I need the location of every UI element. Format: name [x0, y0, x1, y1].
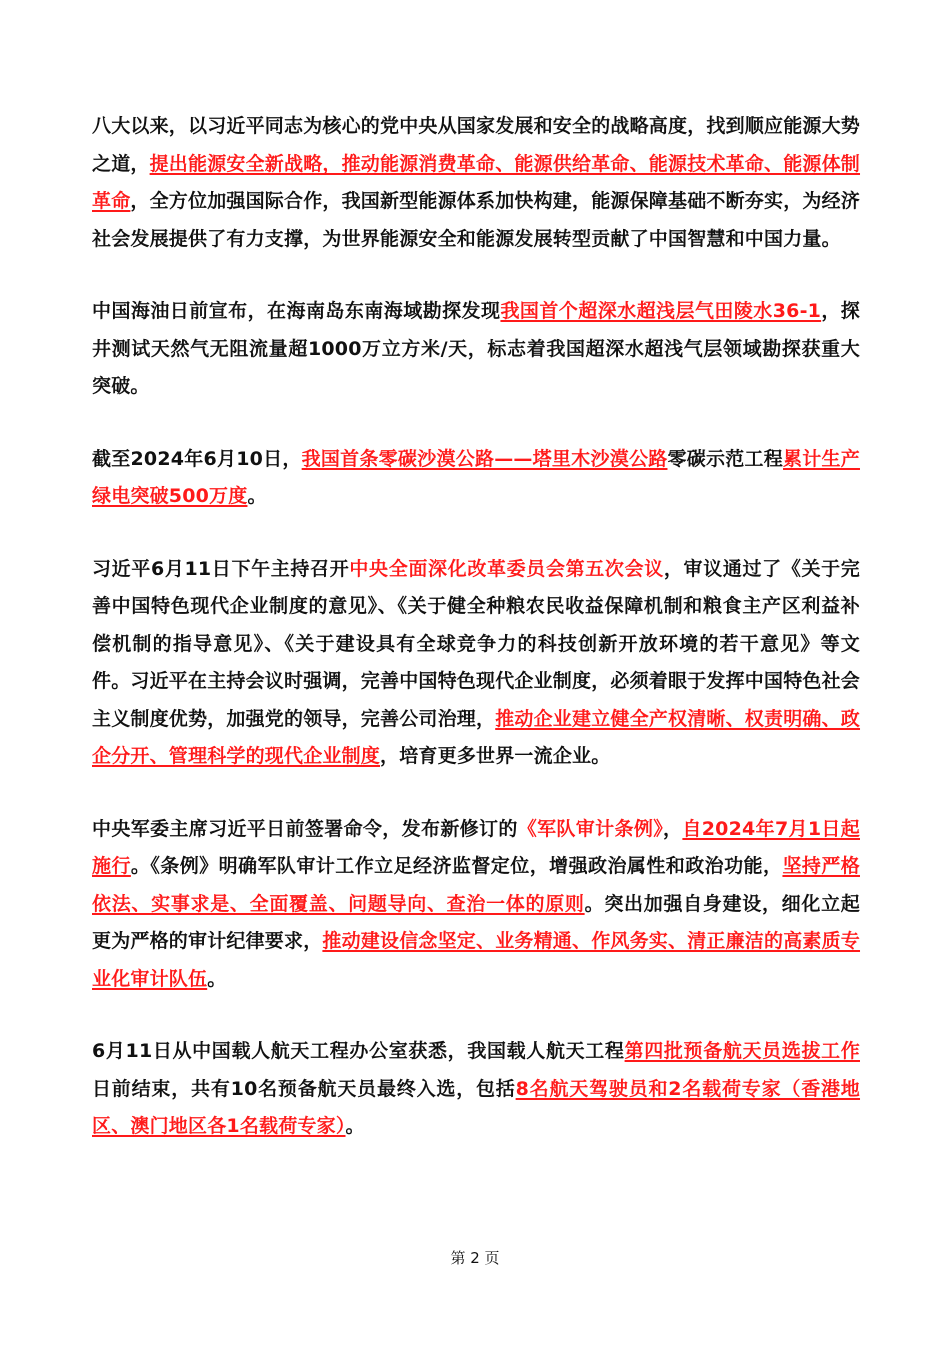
highlighted-underlined-text: 提出能源安全新战略，推动能源消费革命、能源供给革命、能源技术革命、能源体制革命 — [92, 152, 861, 212]
body-text: 中央军委主席习近平日前签署命令，发布新修订的 — [92, 817, 518, 840]
body-text: 。 — [247, 485, 267, 507]
highlighted-underlined-text: 自2024年7月1日起施行 — [92, 817, 860, 877]
body-text: 6月11日从中国载人航天工程办公室获悉，我国载人航天工程 — [92, 1040, 625, 1062]
highlighted-underlined-text: 累计生产绿电突破500万度 — [92, 447, 860, 507]
body-text: ，探井测试天然气无阻流量超1000万立方米/天，标志着我国超深水超浅气层领域勘探获重大突破。 — [92, 300, 861, 397]
page-number: 第 2 页 — [450, 1249, 500, 1267]
body-text: 中国海油日前宣布，在海南岛东南海域勘探发现 — [92, 300, 501, 322]
highlighted-underlined-text: 推动建设信念坚定、业务精通、作风务实、清正廉洁的高素质专业化审计队伍 — [92, 930, 861, 990]
highlighted-underlined-text: 8名航天驾驶员和2名载荷专家（香港地区、澳门地区各1名载荷专家） — [92, 1077, 861, 1137]
document-body — [92, 108, 860, 1146]
highlighted-underlined-text: 第四批预备航天员选拔工作 — [624, 1040, 860, 1062]
body-text: 。突出加强自身建设，细化立起更为严格的审计纪律要求， — [92, 892, 860, 952]
highlighted-text: 《军队审计条例》 — [517, 817, 664, 840]
highlighted-underlined-text: 坚持严格依法、实事求是、全面覆盖、问题导向、查治一体的原则 — [92, 855, 860, 915]
highlighted-underlined-text: 推动企业建立健全产权清晰、权责明确、政企分开、管理科学的现代企业制度 — [92, 707, 861, 767]
highlighted-underlined-text: 我国首个超深水超浅层气田陵水36-1 — [500, 300, 822, 322]
body-text: ，培育更多世界一流企业。 — [380, 745, 611, 767]
body-text: 日前结束，共有10名预备航天员最终入选，包括 — [92, 1077, 516, 1100]
body-text: ， — [663, 817, 683, 840]
paragraph-cnooc — [92, 293, 860, 406]
paragraph-astronauts — [92, 1033, 860, 1146]
highlighted-underlined-text: 我国首条零碳沙漠公路——塔里木沙漠公路 — [301, 447, 668, 470]
body-text: 。 — [207, 967, 227, 990]
body-text: 习近平6月11日下午主持召开 — [92, 557, 350, 580]
highlighted-text: 中央全面深化改革委员会第五次会议 — [349, 557, 664, 580]
body-text: 八大以来，以习近平同志为核心的党中央从国家发展和安全的战略高度，找到顺应能源大势之道， — [92, 115, 861, 175]
paragraph-reform-meeting — [92, 551, 860, 776]
body-text: 零碳示范工程 — [667, 447, 784, 470]
paragraph-energy — [92, 108, 860, 258]
body-text: 截至2024年6月10日， — [92, 447, 302, 470]
paragraph-desert-road — [92, 441, 860, 516]
paragraph-military-audit — [92, 811, 860, 999]
body-text: ，审议通过了《关于完善中国特色现代企业制度的意见》、《关于健全种粮农民收益保障机制和粮食主产区利益补偿机制的指导意见》、《关于建设具有全球竞争力的科技创新开放环境的若干意见》等文件。习近平在主持会议时强调，完善中国特色现代企业制度，必须着眼于发挥中国特色社会主义制度优势，加强党的领导，完善公司治理， — [92, 557, 861, 730]
body-text: 。《条例》明确军队审计工作立足经济监督定位，增强政治属性和政治功能， — [130, 855, 783, 877]
body-text: 。 — [345, 1115, 365, 1137]
body-text: ，全方位加强国际合作，我国新型能源体系加快构建，能源保障基础不断夯实，为经济社会发展提供了有力支撑，为世界能源安全和能源发展转型贡献了中国智慧和中国力量。 — [92, 190, 861, 250]
